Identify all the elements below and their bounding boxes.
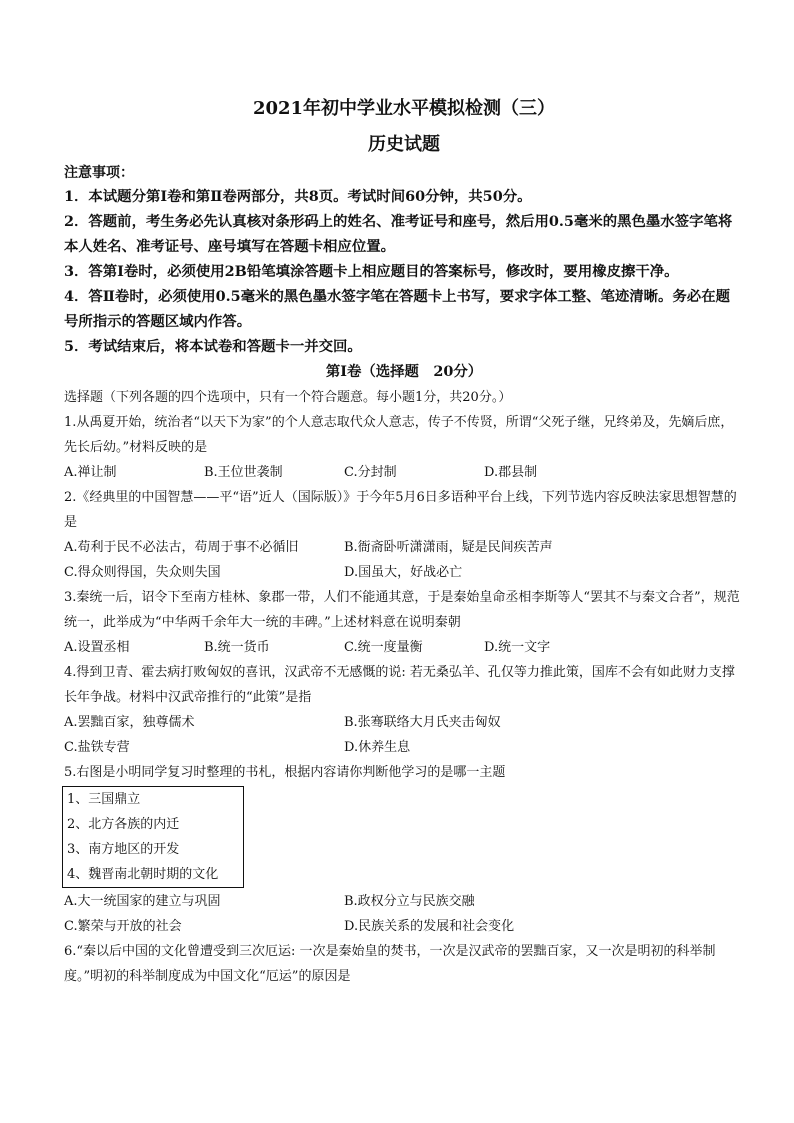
notice-item-5: 5．考试结束后，将本试卷和答题卡一并交回。 (64, 338, 362, 355)
option-b: B.张骞联络大月氏夹击匈奴 (344, 715, 501, 730)
question-3 (64, 585, 744, 660)
option-list (64, 460, 744, 485)
notice-item-4: 4．答Ⅱ卷时，必须使用0.5毫米的黑色墨水签字笔在答题卡上书写，要求字体工整、笔迹清晰。务必在题号所指示的答题区域内作答。 (64, 288, 730, 330)
option-d: D.休养生息 (344, 740, 411, 755)
option-list (64, 535, 744, 585)
question-stem: 5.右图是小明同学复习时整理的书札，根据内容请你判断他学习的是哪一主题 (64, 765, 506, 780)
option-list (64, 635, 744, 660)
page-title: 2021年初中学业水平模拟检测（三） (252, 98, 556, 119)
question-stem: 3.秦统一后，诏令下至南方桂林、象郡一带，人们不能通其意，于是秦始皇命丞相李斯等人“罢其不与秦文合者”，规范统一，此举成为“中华两千余年大一统的丰碑。”上述材料意在说明秦朝 (64, 590, 740, 630)
option-a: A.禅让制 (64, 465, 117, 480)
option-list (64, 710, 744, 760)
question-stem: 2.《经典里的中国智慧——平“语”近人（国际版）》于今年5月6日多语种平台上线，下列节选内容反映法家思想智慧的是 (64, 490, 737, 530)
notes-item-2: 2、北方各族的内迁 (67, 817, 180, 832)
exam-page (64, 96, 744, 989)
question-stem: 6.“秦以后中国的文化曾遭受到三次厄运: 一次是秦始皇的焚书，一次是汉武帝的罢黜百家，又一次是明初的科举制度。”明初的科举制度成为中国文化“厄运”的原因是 (64, 944, 716, 984)
notes-item-1: 1、三国鼎立 (67, 792, 141, 807)
option-b: B.统一货币 (204, 640, 270, 655)
option-a: A.设置丞相 (64, 640, 130, 655)
notice-item-2: 2．答题前，考生务必先认真核对条形码上的姓名、准考证号和座号，然后用0.5毫米的黑色墨水签字笔将本人姓名、准考证号、座号填写在答题卡相应位置。 (64, 213, 733, 255)
option-c: C.分封制 (344, 465, 397, 480)
question-5 (64, 760, 744, 939)
page-subtitle: 历史试题 (368, 134, 440, 155)
question-stem: 4.得到卫青、霍去病打败匈奴的喜讯，汉武帝不无感慨的说: 若无桑弘羊、孔仅等力推此策，国库不会有如此财力支撑长年争战。材料中汉武帝推行的“此策”是指 (64, 665, 735, 705)
question-2 (64, 485, 744, 585)
option-c: C.得众则得国，失众则失国 (64, 565, 221, 580)
option-b: B.政权分立与民族交融 (344, 894, 475, 909)
question-1 (64, 410, 744, 485)
option-a: A.苟利于民不必法古，苟周于事不必循旧 (64, 540, 299, 555)
option-list (64, 889, 744, 939)
option-b: B.衙斋卧听潇潇雨，疑是民间疾苦声 (344, 540, 553, 555)
option-b: B.王位世袭制 (204, 465, 283, 480)
question-4 (64, 660, 744, 760)
notes-item-3: 3、南方地区的开发 (67, 842, 180, 857)
question-6 (64, 939, 744, 989)
notes-box (62, 786, 244, 888)
option-c: C.繁荣与开放的社会 (64, 919, 182, 934)
notice-section (64, 162, 744, 359)
option-c: C.统一度量衡 (344, 640, 423, 655)
notes-item-4: 4、魏晋南北朝时期的文化 (67, 867, 219, 882)
section-heading: 第Ⅰ卷（选择题 20分） (325, 363, 483, 380)
option-a: A.大一统国家的建立与巩固 (64, 894, 221, 909)
option-d: D.郡县制 (484, 465, 538, 480)
notice-item-1: 1．本试题分第Ⅰ卷和第Ⅱ卷两部分，共8页。考试时间60分钟，共50分。 (64, 188, 532, 205)
option-c: C.盐铁专营 (64, 740, 130, 755)
option-d: D.统一文字 (484, 640, 551, 655)
notice-heading: 注意事项： (64, 165, 134, 181)
section-intro: 选择题（下列各题的四个选项中，只有一个符合题意。每小题1分，共20分。） (64, 390, 512, 405)
option-d: D.民族关系的发展和社会变化 (344, 919, 515, 934)
question-stem: 1.从禹夏开始，统治者“以天下为家”的个人意志取代众人意志，传子不传贤，所谓“父死子继，兄终弟及，先嫡后庶，先长后幼。”材料反映的是 (64, 415, 734, 455)
option-d: D.国虽大，好战必亡 (344, 565, 463, 580)
notice-item-3: 3．答第Ⅰ卷时，必须使用2B铅笔填涂答题卡上相应题目的答案标号，修改时，要用橡皮擦干净。 (64, 263, 679, 280)
option-a: A.罢黜百家，独尊儒术 (64, 715, 195, 730)
